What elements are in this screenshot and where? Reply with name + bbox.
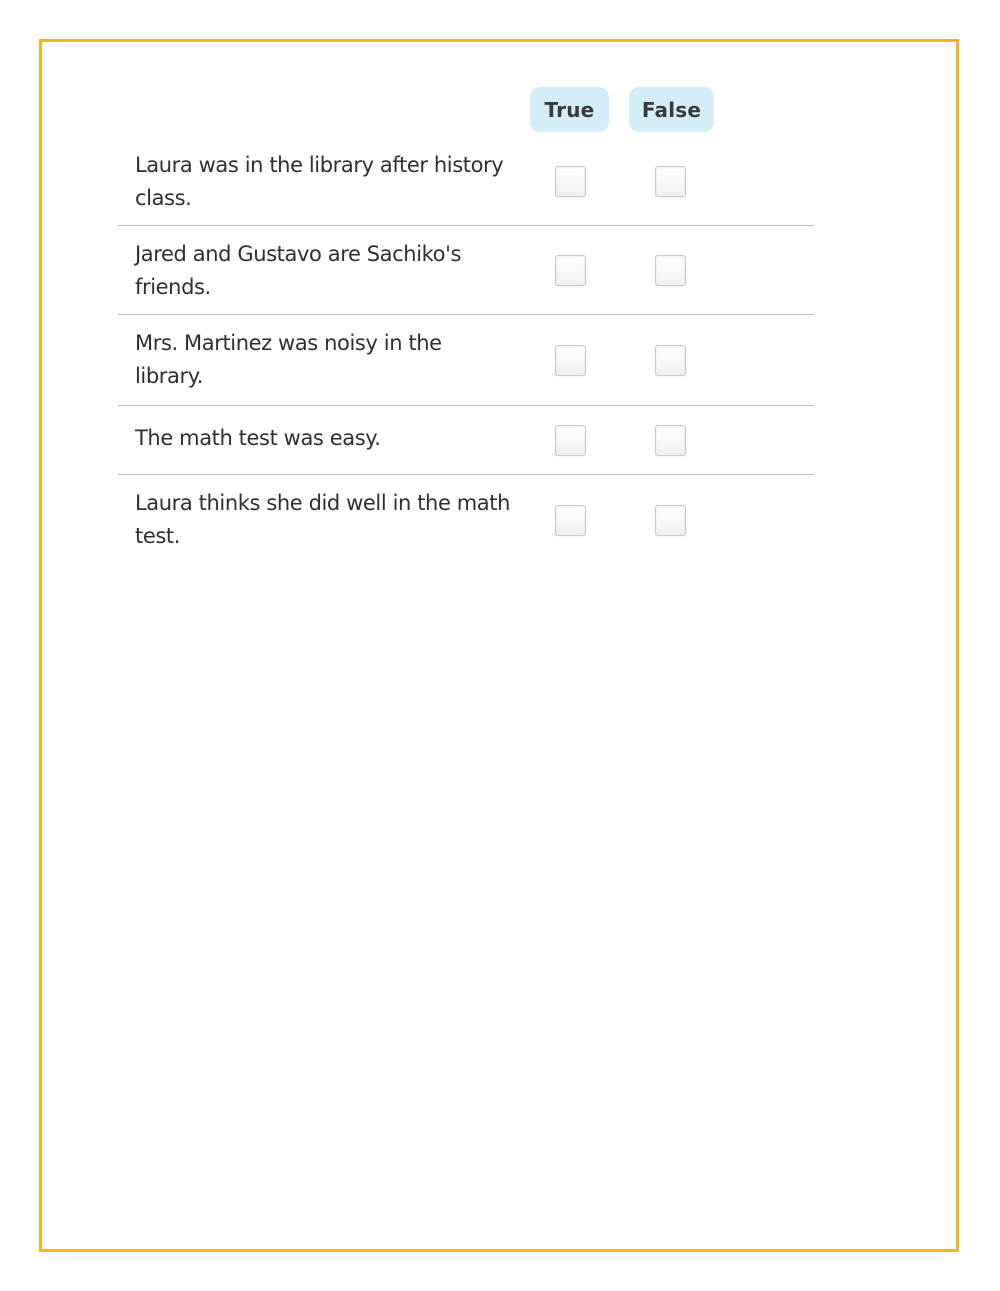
statement-text: The math test was easy.	[135, 426, 381, 450]
statement-row-3	[118, 315, 814, 406]
false-checkbox-1[interactable]	[655, 166, 686, 197]
statement-row-2	[118, 226, 814, 315]
false-column-header: False	[629, 87, 714, 132]
statement-text: Laura was in the library after history class.	[135, 153, 504, 210]
statement-row-1	[118, 146, 814, 226]
statement-text: Laura thinks she did well in the math test.	[135, 491, 511, 548]
true-checkbox-3[interactable]	[555, 345, 586, 376]
statement-row-4	[118, 406, 814, 475]
false-checkbox-4[interactable]	[655, 425, 686, 456]
false-checkbox-5[interactable]	[655, 505, 686, 536]
statement-row-5	[118, 475, 814, 565]
false-checkbox-2[interactable]	[655, 255, 686, 286]
true-checkbox-4[interactable]	[555, 425, 586, 456]
statement-text: Jared and Gustavo are Sachiko's friends.	[135, 242, 462, 299]
true-checkbox-1[interactable]	[555, 166, 586, 197]
true-checkbox-2[interactable]	[555, 255, 586, 286]
false-checkbox-3[interactable]	[655, 345, 686, 376]
true-checkbox-5[interactable]	[555, 505, 586, 536]
statement-text: Mrs. Martinez was noisy in the library.	[135, 331, 442, 388]
true-column-header: True	[530, 87, 609, 132]
